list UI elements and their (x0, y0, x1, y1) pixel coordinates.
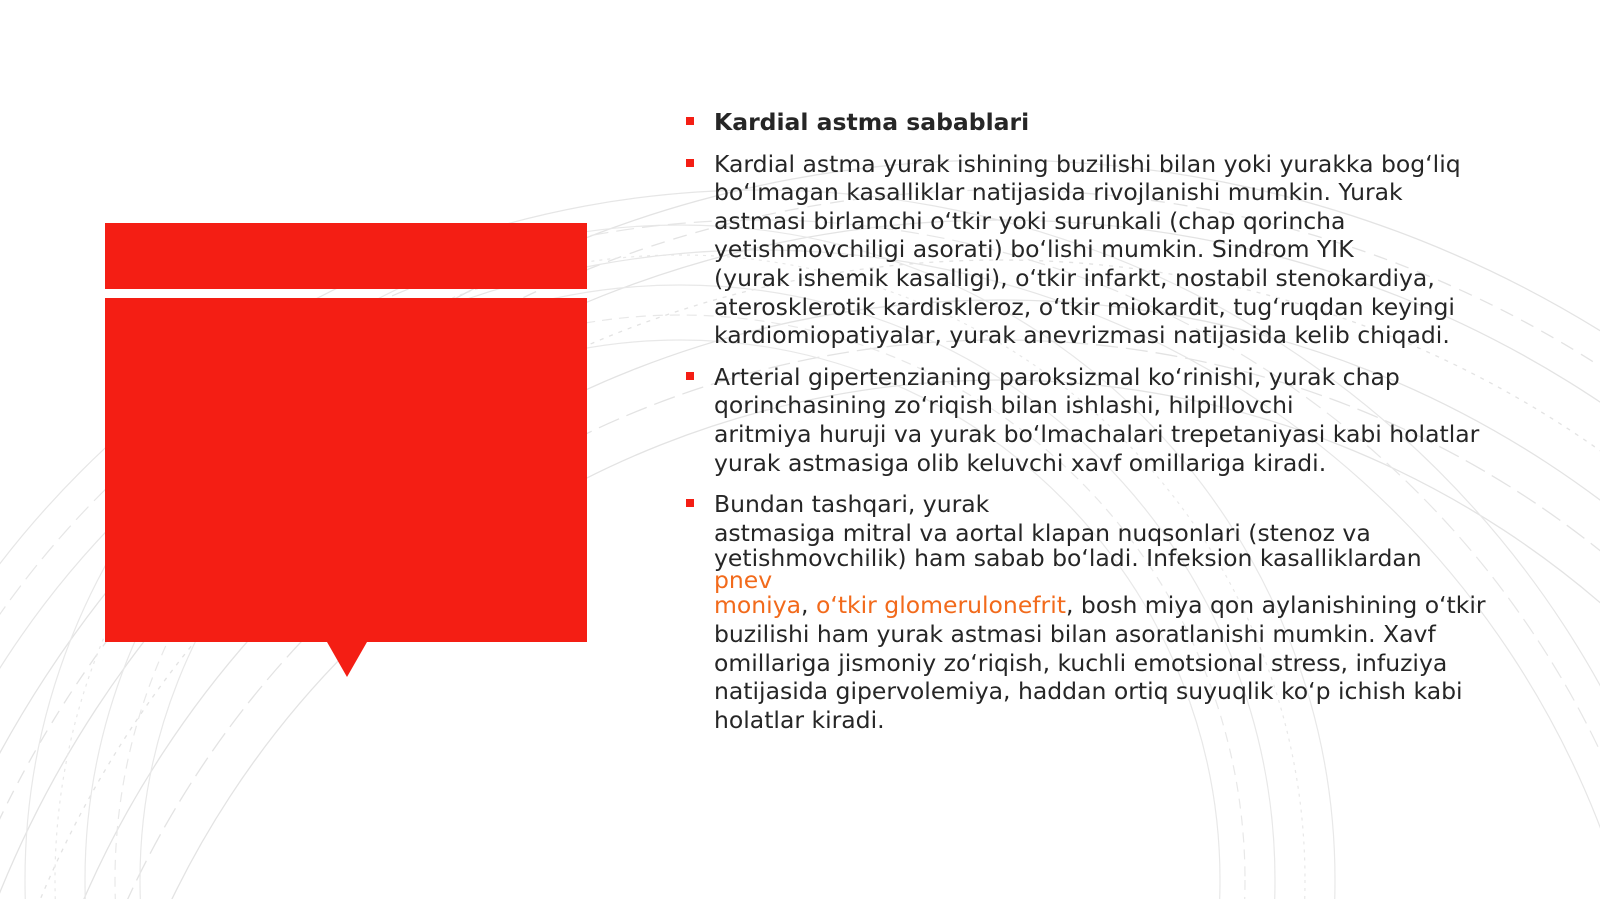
paragraph-line: kardiomiopatiyalar, yurak anevrizmasi natijasida kelib chiqadi. (714, 321, 1450, 350)
paragraph-line: Kardial astma yurak ishining buzilishi bilan yoki yurakka bog‘liq (714, 149, 1461, 178)
paragraph-line: bo‘lmagan kasalliklar natijasida rivojlanishi mumkin. Yurak (714, 178, 1403, 207)
section-heading: Kardial astma sabablari (714, 108, 1030, 136)
callout-body (105, 298, 587, 677)
bullet-risks (686, 363, 1486, 477)
paragraph-line: astmasi birlamchi o‘tkir yoki surunkali (chap qorincha (714, 206, 1346, 235)
paragraph-line: yurak astmasiga olib keluvchi xavf omillariga kiradi. (714, 448, 1327, 477)
separator-text: , (801, 591, 816, 620)
link-pnevmoniya-part2[interactable]: moniya (714, 591, 802, 620)
bullet-other (686, 490, 1486, 734)
paragraph-text: , bosh miya qon aylanishining o‘tkir (1065, 591, 1486, 620)
link-pnevmoniya-part1[interactable]: pnev (714, 566, 773, 595)
paragraph-line: (yurak ishemik kasalligi), o‘tkir infarkt, nostabil stenokardiya, (714, 263, 1435, 292)
paragraph-line: buzilishi ham yurak astmasi bilan asoratlanishi mumkin. Xavf (714, 619, 1436, 648)
paragraph-line: holatlar kiradi. (714, 705, 885, 734)
paragraph-line-with-link (714, 544, 1486, 595)
bullet-list (686, 108, 1486, 734)
bullet-heading (686, 108, 1486, 137)
paragraph-line: yetishmovchiligi asorati) bo‘lishi mumkin. Sindrom YIK (714, 235, 1354, 264)
square-bullet-icon (686, 499, 694, 507)
paragraph-text: yetishmovchilik) ham sabab bo‘ladi. Infeksion kasalliklardan (714, 544, 1422, 573)
square-bullet-icon (686, 159, 694, 167)
paragraph-line: omillariga jismoniy zo‘riqish, kuchli emotsional stress, infuziya (714, 648, 1448, 677)
callout-top-band (105, 223, 587, 289)
paragraph-line: qorinchasining zo‘riqish bilan ishlashi, hilpillovchi (714, 391, 1294, 420)
square-bullet-icon (686, 372, 694, 380)
paragraph-line: Bundan tashqari, yurak (714, 490, 990, 519)
square-bullet-icon (686, 117, 694, 125)
paragraph-line: astmasiga mitral va aortal klapan nuqsonlari (stenoz va (714, 518, 1371, 547)
paragraph-line: aritmiya huruji va yurak bo‘lmachalari trepetaniyasi kabi holatlar (714, 419, 1480, 448)
link-glomerulonefrit[interactable]: o‘tkir glomerulonefrit (815, 591, 1066, 620)
paragraph-line: aterosklerotik kardiskleroz, o‘tkir miokardit, tug‘ruqdan keyingi (714, 292, 1455, 321)
paragraph-line: Arterial gipertenzianing paroksizmal ko‘rinishi, yurak chap (714, 362, 1400, 391)
paragraph-line-with-links (714, 591, 1486, 620)
paragraph-line: natijasida gipervolemiya, haddan ortiq suyuqlik ko‘p ichish kabi (714, 677, 1463, 706)
bullet-causes (686, 150, 1486, 350)
slide-content (686, 108, 1486, 747)
